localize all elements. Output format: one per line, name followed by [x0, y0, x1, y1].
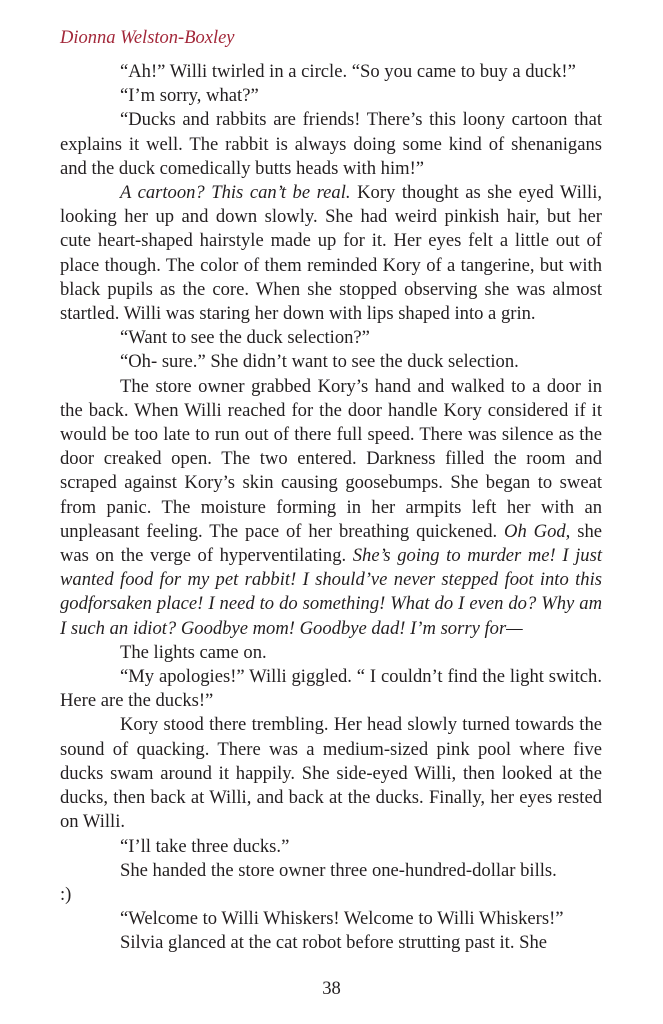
text-run: “Ah!” Willi twirled in a circle. “So you came to buy a duck!”: [120, 61, 576, 82]
text-run: Kory stood there trembling. Her head slowly turned towards the sound of quacking. There was a medium-sized pink pool where five ducks swam around it happily. She side-eyed Willi, then looked at the ducks, then back at Willi, and back at the ducks. Finally, her eyes rested on Willi.: [60, 714, 602, 833]
paragraph: [60, 665, 602, 713]
text-run: “Oh- sure.” She didn’t want to see the duck selection.: [120, 351, 519, 373]
paragraph: [60, 84, 602, 108]
paragraph: [60, 326, 602, 350]
paragraph: [60, 350, 602, 374]
paragraph: [60, 835, 602, 859]
page-number: 38: [322, 978, 341, 999]
text-run: “My apologies!” Willi giggled. “ I couldn’t find the light switch. Here are the ducks!”: [60, 666, 602, 712]
italic-thought: She’s going to murder me! I just wanted food for my pet rabbit! I should’ve never stepped foot into this godforsaken place! I need to do something! What do I even do? Why am I such an idiot? Goodbye mom! Goodbye dad! I’m sorry for—: [60, 545, 602, 639]
italic-thought: Oh God,: [504, 520, 571, 542]
text-run: “I’m sorry, what?”: [120, 85, 259, 107]
paragraph: [60, 375, 602, 641]
paragraph: [60, 60, 602, 84]
paragraph: [60, 907, 602, 931]
text-run: “I’ll take three ducks.”: [120, 835, 290, 857]
text-run: “Welcome to Willi Whiskers! Welcome to Willi Whiskers!”: [120, 908, 564, 930]
scene-break: [60, 883, 602, 907]
text-run: Silvia glanced at the cat robot before strutting past it. She: [120, 932, 548, 954]
text-run: “Ducks and rabbits are friends! There’s this loony cartoon that explains it well. The rabbit is always doing some kind of shenanigans and the duck comedically butts heads with him!”: [60, 109, 602, 179]
text-run: The store owner grabbed Kory’s hand and walked to a door in the back. When Willi reached for the door handle Kory considered if it would be too late to run out of there full speed. There was silence as the door creaked open. The two entered. Darkness filled the room and scraped against Kory’s skin causing goosebumps. She began to sweat from panic. The moisture forming in her armpits left her with an unpleasant feeling. The pace of her breathing quickened.: [60, 375, 602, 542]
text-run: she was on the verge of hyperventilating.: [60, 520, 603, 567]
italic-thought: A cartoon? This can’t be real.: [120, 182, 351, 204]
running-header-author: Dionna Welston-Boxley: [60, 28, 235, 48]
text-run: “Want to see the duck selection?”: [120, 327, 370, 349]
paragraph: [60, 859, 602, 883]
paragraph: [60, 108, 602, 181]
text-run: Kory thought as she eyed Willi, looking her up and down slowly. She had weird pinkish hair, but her cute heart-shaped hairstyle made up for it. Her eyes felt a little out of place though. The color of them reminded Kory of a tangerine, but with black pupils as the core. When she stopped observing she was almost startled. Willi was staring her down with lips shaped into a grin.: [60, 182, 603, 325]
paragraph: [60, 713, 602, 834]
scene-break-mark: :): [60, 883, 72, 905]
text-run: She handed the store owner three one-hundred-dollar bills.: [120, 859, 557, 881]
text-run: The lights came on.: [120, 641, 267, 663]
paragraph: [60, 931, 602, 955]
paragraph: [60, 181, 602, 326]
body-text: [60, 60, 602, 956]
paragraph: [60, 641, 602, 665]
